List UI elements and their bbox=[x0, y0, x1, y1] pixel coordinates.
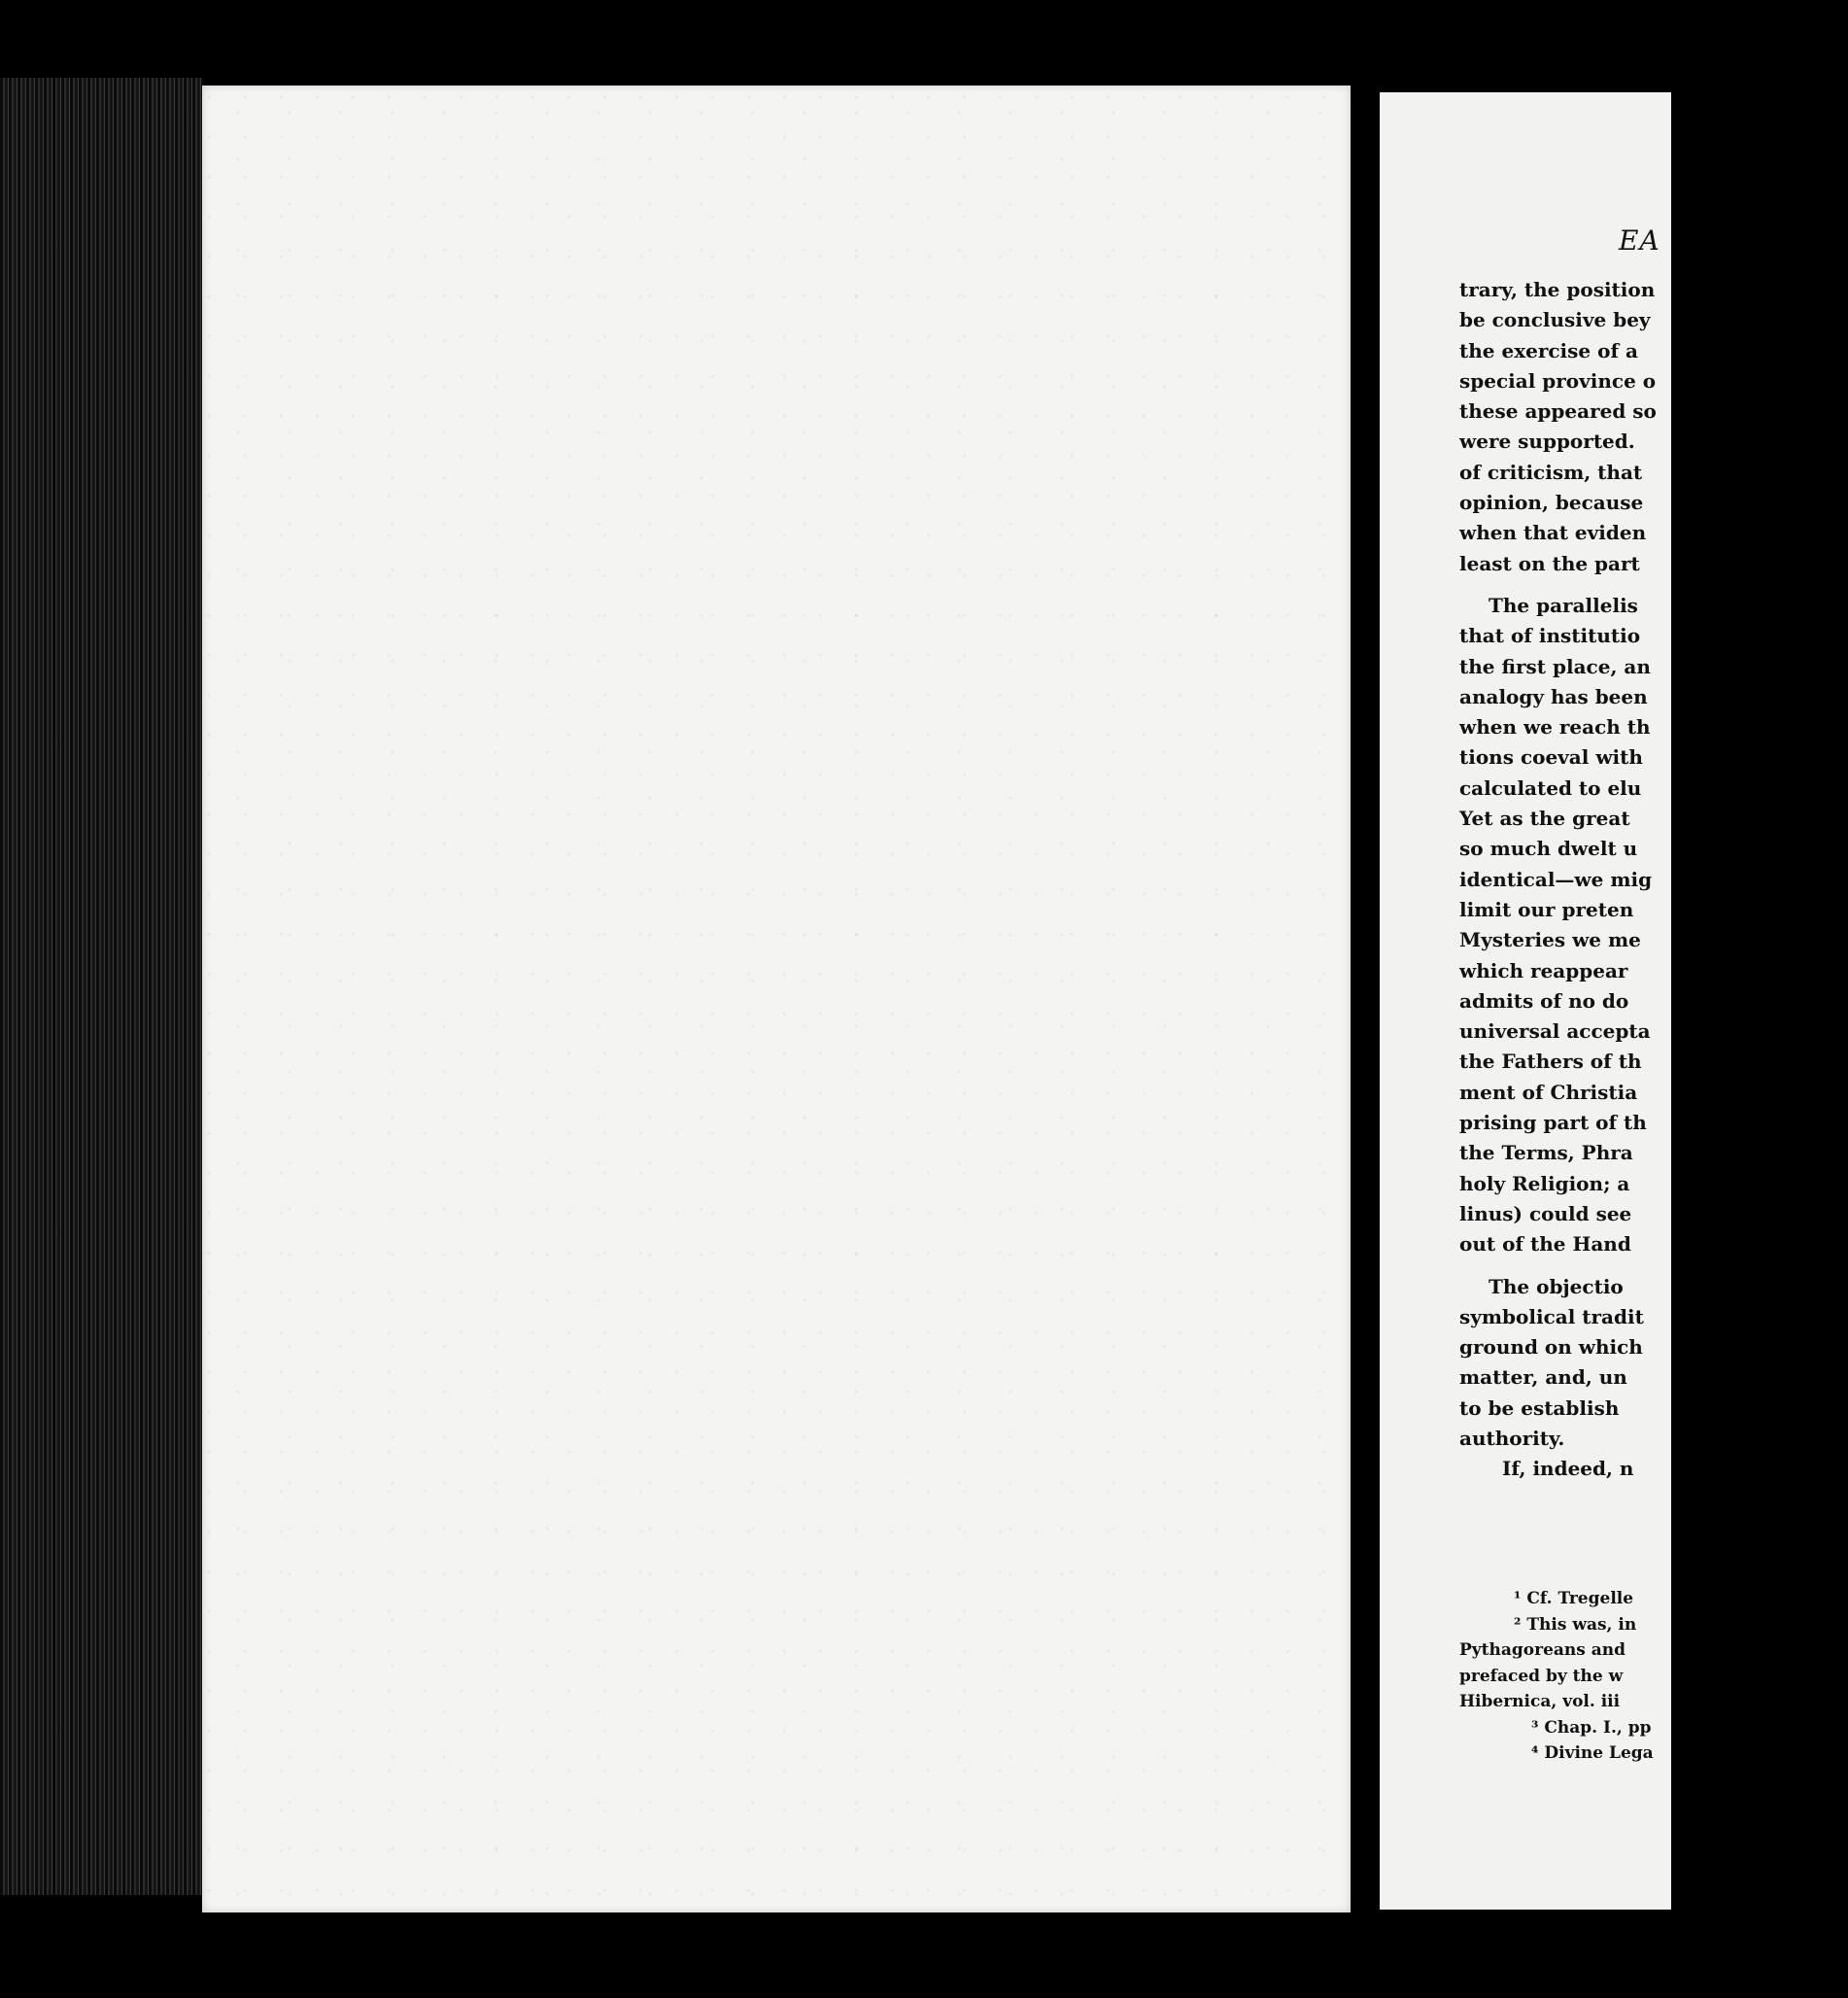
body-text bbox=[1459, 275, 1848, 1485]
text-line: matter, and, un bbox=[1459, 1365, 1627, 1390]
text-line: ment of Christia bbox=[1459, 1080, 1638, 1104]
text-line: analogy has been bbox=[1459, 684, 1648, 708]
text-line: to be establish bbox=[1459, 1395, 1620, 1420]
text-line: prising part of th bbox=[1459, 1111, 1647, 1135]
text-line: holy Religion; a bbox=[1459, 1171, 1630, 1195]
footnote-line: ¹ Cf. Tregelle bbox=[1514, 1589, 1634, 1608]
text-line: The parallelis bbox=[1489, 593, 1638, 617]
paragraph-gap bbox=[1459, 579, 1848, 591]
footnote-line: Hibernica, vol. iii bbox=[1459, 1692, 1621, 1711]
text-line: The objectio bbox=[1489, 1274, 1624, 1298]
text-line: the Fathers of th bbox=[1459, 1050, 1642, 1074]
book-page-edges bbox=[0, 78, 204, 1895]
text-line: linus) could see bbox=[1459, 1201, 1632, 1225]
text-line: calculated to elu bbox=[1459, 775, 1642, 800]
text-line: these appeared so bbox=[1459, 399, 1657, 424]
right-page bbox=[1380, 92, 1671, 1910]
text-line: the Terms, Phra bbox=[1459, 1141, 1633, 1165]
text-line: universal accepta bbox=[1459, 1019, 1651, 1044]
running-head: EA bbox=[1619, 224, 1660, 257]
text-line: least on the part bbox=[1459, 551, 1640, 575]
footnote-line: ³ Chap. I., pp bbox=[1531, 1717, 1652, 1738]
blank-left-page bbox=[202, 86, 1351, 1912]
book-gutter bbox=[1351, 78, 1380, 1924]
text-line: when we reach th bbox=[1459, 715, 1651, 740]
text-line: opinion, because bbox=[1459, 491, 1644, 515]
text-line: authority. bbox=[1459, 1426, 1565, 1450]
text-line: admits of no do bbox=[1459, 988, 1629, 1013]
text-line: Mysteries we me bbox=[1459, 928, 1641, 952]
text-line: out of the Hand bbox=[1459, 1232, 1631, 1257]
text-line: were supported. bbox=[1459, 430, 1635, 454]
footnote-line: ⁴ Divine Lega bbox=[1531, 1743, 1654, 1763]
text-line: trary, the position bbox=[1459, 278, 1656, 301]
text-line: which reappear bbox=[1459, 958, 1628, 982]
text-line: ground on which bbox=[1459, 1335, 1643, 1360]
paragraph-gap bbox=[1459, 1260, 1848, 1272]
text-line: limit our preten bbox=[1459, 897, 1634, 921]
text-line: that of institutio bbox=[1459, 624, 1641, 648]
text-line: Yet as the great bbox=[1459, 807, 1630, 831]
text-line: when that eviden bbox=[1459, 521, 1647, 545]
text-line: If, indeed, n bbox=[1502, 1457, 1634, 1481]
text-line: special province o bbox=[1459, 368, 1657, 393]
text-line: tions coeval with bbox=[1459, 745, 1643, 770]
text-line: be conclusive bey bbox=[1459, 308, 1651, 332]
text-line: so much dwelt u bbox=[1459, 837, 1638, 861]
text-line: the exercise of a bbox=[1459, 338, 1638, 362]
text-line: the first place, an bbox=[1459, 654, 1651, 678]
footnote-line: Pythagoreans and bbox=[1459, 1640, 1626, 1660]
text-line: symbolical tradit bbox=[1459, 1304, 1644, 1328]
footnote-line: ² This was, in bbox=[1514, 1614, 1637, 1635]
footnote-line: prefaced by the w bbox=[1459, 1666, 1624, 1686]
text-line: identical—we mig bbox=[1459, 867, 1653, 891]
footnotes bbox=[1459, 1586, 1848, 1767]
text-line: of criticism, that bbox=[1459, 460, 1643, 484]
